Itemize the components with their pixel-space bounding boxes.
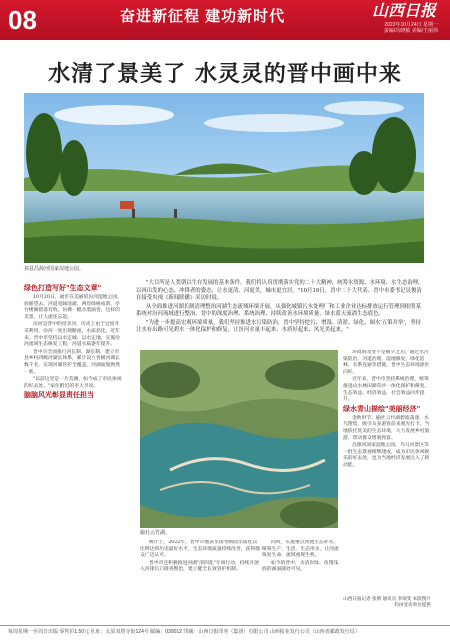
body-paragraph: 晋中市还积极推进河湖"清四乱"专项行动，持续开展入河排污口排查整治，建立健全长效管护机制。 [140, 560, 259, 573]
footer-publication-info: 每周星期一至周日出版 零售价1.50元 社址：太原双塔寺街124号 邮编：030012 印刷：山西日报印务（集团）有限公司 山西报业发行公司（山西省邮政发行局） [8, 629, 360, 635]
article-column-right [343, 350, 431, 590]
page-number: 08 [8, 5, 37, 35]
subheading-responsibility: 脑脑风光彰显责任担当 [24, 391, 94, 400]
section-banner: 奋进新征程 建功新时代 [120, 8, 286, 25]
article-column-center [262, 540, 342, 615]
subheading-beautiful-economy: 绿水青山描绘"美丽经济" [343, 404, 421, 413]
body-paragraph: 环境的改变不是朝夕之功，通过水污染防治、河道治理、湿地修复、绿化造林、水系连通等措施，晋中生态环境逐步向好。 [343, 350, 430, 375]
lede-paragraph: 从全面推进河湖长制清理整治河湖生态流域环境开展，从强化城镇污水处理厂和工业企业达标排放运行管理到依照某系统对汾河流域进行整治，晋中的深度治理、系统治理、持续改善水环境质量，绿水蓝天流淌生态底色。 [136, 303, 421, 317]
lede-paragraph: "为进一步提高宏观环境质量，我们坚持推进水污染防治，晋中坚持挖污、增湿、清淤、绿化，调水'五策并举'，坚持让水有出路可见碧水一体化保护和修复，让汾河水量丰起来、水质好起来、风光美起来。" [136, 319, 421, 333]
page-footer [0, 625, 450, 641]
main-headline: 水清了景美了 水灵灵的晋中画中来 [48, 62, 402, 87]
reporter-credit: 山西日报记者 张婧 通讯员 李瑞雯 本版图片均由受访单位提供 [343, 596, 431, 607]
body-paragraph: 统计上，2022年，晋中市地表水国考断面水质优良比例达到历史最好水平，生态环境质量持续改善，获得群众广泛认可。 [140, 540, 260, 559]
page-header-band [0, 0, 450, 40]
body-paragraph: "以前这里是一片荒滩，如今成了市民休闲的好去处。"家住附近的李大爷说。 [24, 377, 122, 389]
article-column-middle [140, 540, 260, 615]
photo2-caption: 榆社云竹湖。 [140, 530, 171, 536]
date-line: 2022年10月24日 星期一 [384, 22, 438, 28]
body-paragraph: 如今的晋中，水清岸绿、鱼翔浅底的画面随处可见。 [262, 560, 339, 573]
body-paragraph: 昌源河国家湿地公园、乌马河景区等一批生态景观相继建成，成为市民休闲娱乐的好去处，也为当地经济发展注入了新动能。 [343, 443, 430, 468]
header-info [384, 22, 438, 34]
body-paragraph: 金秋时节，榆社云竹湖碧波荡漾，水鸟翔集，吸引众多游客前来观光打卡。当地依托优美的生态环境，大力发展乡村旅游，带动群众增收致富。 [343, 415, 430, 441]
yunzhu-lake-photo [140, 350, 338, 528]
body-paragraph: 汾河是晋中的母亲河，历史上由于过度开采利用，汾河一度出现断流，水质恶化。近年来，晋中市坚持以水定城、以水定地，实施汾河流域生态修复工程，河道水质逐年提升。 [24, 322, 120, 348]
subheading-green: 绿色打造写好"生态文章" [24, 284, 102, 292]
photo1-caption: 祁县昌源河国家湿地公园。 [24, 266, 85, 272]
newspaper-masthead: 山西日报 [371, 1, 436, 20]
wetland-park-photo [24, 93, 424, 263]
body-paragraph: 同时，实施重点河流生态补水，统筹生产、生活、生态用水，让河流恢复生命、流域重现生机。 [262, 540, 339, 559]
lede-block [136, 280, 424, 336]
editor-line: 责编/冯晓敏 美编/王丽伟 [383, 28, 438, 34]
article-column-left [24, 284, 124, 614]
lede-paragraph: "大目所是人类朝以生存发展的基本条件。我们将认真贯彻落实党的二十大精神，统筹水资源、水环境、水生态治理，以再出发的心态、冲锋者的姿态，让水更清、河更美，城市更宜居。"10月19日，晋中二十大代表、晋中市委书记吴俊清在接受央视《新闻联播》采访时说。 [136, 280, 424, 301]
body-paragraph: 10月20日，福步在美丽的汾河湿地公园，放眼望去，河道宽阔清澈、两岸绿树成荫、亭台楼阁错落有致，仿佛一幅水墨画卷，这样的美景，让人流连忘返。 [24, 295, 122, 320]
body-paragraph: 晋中市全面推行河长制、湖长制，建立市县乡村四级河湖长体系，累计设立各级河湖长数千名，实现河湖管护全覆盖，河湖面貌焕然一新。 [24, 349, 120, 375]
body-paragraph: 近年来，晋中市坚持系统治理，统筹推进山水林田湖草沙一体化保护和修复，生态效益、经济效益、社会效益同步提升。 [343, 377, 430, 403]
